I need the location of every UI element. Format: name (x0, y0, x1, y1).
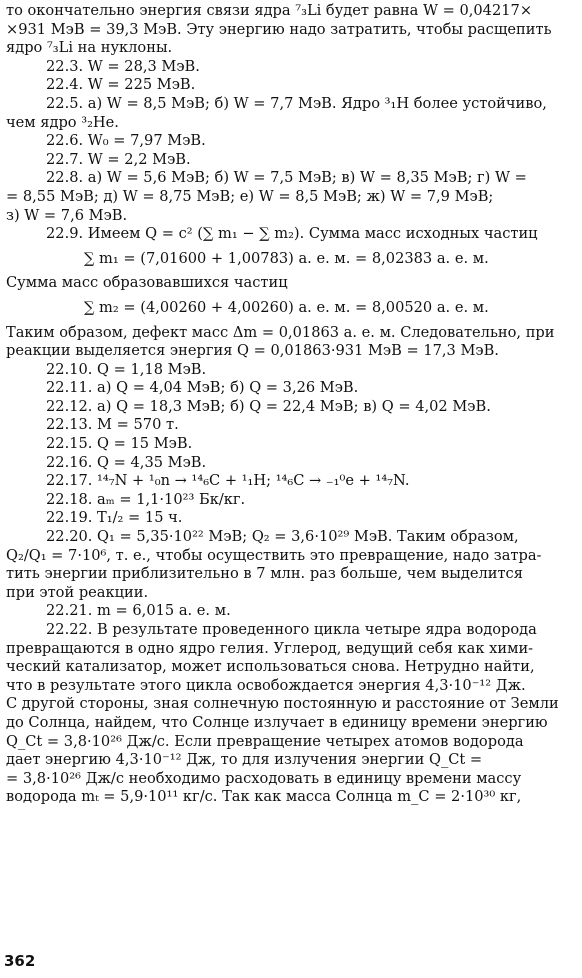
text-line: Q₂/Q₁ = 7·10⁶, т. е., чтобы осуществить это превращение, надо затра- (6, 546, 542, 564)
answer-22-9: 22.9. Имеем Q = c² (∑ m₁ − ∑ m₂). Сумма масс исходных частиц (46, 225, 538, 243)
answer-22-7: 22.7. W = 2,2 МэВ. (46, 150, 191, 168)
answer-22-6: 22.6. W₀ = 7,97 МэВ. (46, 132, 206, 150)
text-line: ядро ⁷₃Li на нуклоны. (6, 39, 173, 57)
text-line: что в результате этого цикла освобождается энергия 4,3·10⁻¹² Дж. (6, 676, 526, 694)
equation-sum-m2: ∑ m₂ = (4,00260 + 4,00260) а. е. м. = 8,00520 а. е. м. (84, 298, 489, 316)
answer-22-12: 22.12. а) Q = 18,3 МэВ; б) Q = 22,4 МэВ; в) Q = 4,02 МэВ. (46, 397, 491, 415)
answer-22-4: 22.4. W = 225 МэВ. (46, 76, 196, 94)
text-line: превращаются в одно ядро гелия. Углерод, ведущий себя как хими- (6, 639, 534, 657)
text-line: ческий катализатор, может использоваться снова. Нетрудно найти, (6, 658, 535, 676)
text-line: Q_Ct = 3,8·10²⁶ Дж/с. Если превращение четырех атомов водорода (6, 732, 524, 750)
text-line: Сумма масс образовавшихся частиц (6, 274, 288, 292)
text-line: тить энергии приблизительно в 7 млн. раз больше, чем выделится (6, 565, 523, 583)
answer-22-22: 22.22. В результате проведенного цикла четыре ядра водорода (46, 621, 537, 638)
text-line: то окончательно энергия связи ядра ⁷₃Li будет равна W = 0,04217× (6, 2, 533, 19)
answer-22-10: 22.10. Q = 1,18 МэВ. (46, 360, 207, 378)
page-number: 362 (4, 952, 36, 970)
text-line: при этой реакции. (6, 583, 149, 601)
answer-22-5: 22.5. а) W = 8,5 МэВ; б) W = 7,7 МэВ. Ядро ³₁H более устойчиво, (46, 94, 547, 112)
answer-22-15: 22.15. Q = 15 МэВ. (46, 435, 193, 453)
answer-22-11: 22.11. а) Q = 4,04 МэВ; б) Q = 3,26 МэВ. (46, 379, 359, 397)
text-line: дает энергию 4,3·10⁻¹² Дж, то для излучения энергии Q_Ct = (6, 751, 483, 769)
answer-22-13: 22.13. M = 570 т. (46, 416, 179, 434)
text-line: ×931 МэВ = 39,3 МэВ. Эту энергию надо затратить, чтобы расщепить (6, 20, 552, 38)
text-line: = 3,8·10²⁶ Дж/с необходимо расходовать в единицу времени массу (6, 769, 522, 787)
text-line: до Солнца, найдем, что Солнце излучает в единицу времени энергию (6, 713, 548, 731)
text-line: чем ядро ³₂He. (6, 113, 119, 131)
text-line: з) W = 7,6 МэВ. (6, 206, 128, 224)
equation-sum-m1: ∑ m₁ = (7,01600 + 1,00783) а. е. м. = 8,02383 а. е. м. (84, 249, 489, 267)
text-line: = 8,55 МэВ; д) W = 8,75 МэВ; е) W = 8,5 МэВ; ж) W = 7,9 МэВ; (6, 187, 494, 205)
answer-22-3: 22.3. W = 28,3 МэВ. (46, 57, 200, 75)
answer-22-8: 22.8. а) W = 5,6 МэВ; б) W = 7,5 МэВ; в) W = 8,35 МэВ; г) W = (46, 169, 527, 187)
text-line: С другой стороны, зная солнечную постоянную и расстояние от Земли (6, 695, 559, 713)
text-line: водорода mₜ = 5,9·10¹¹ кг/с. Так как масса Солнца m_C = 2·10³⁰ кг, (6, 788, 522, 806)
answers-text (6, 2, 574, 807)
answer-22-19: 22.19. T₁/₂ = 15 ч. (46, 509, 183, 527)
text-line: реакции выделяется энергия Q = 0,01863·931 МэВ = 17,3 МэВ. (6, 342, 499, 360)
answer-22-17: 22.17. ¹⁴₇N + ¹₀n → ¹⁴₆C + ¹₁H; ¹⁴₆C → ₋₁⁰e + ¹⁴₇N. (46, 472, 410, 490)
answer-22-20: 22.20. Q₁ = 5,35·10²² МэВ; Q₂ = 3,6·10²⁹ МэВ. Таким образом, (46, 528, 519, 546)
text-line: Таким образом, дефект масс Δm = 0,01863 а. е. м. Следовательно, при (6, 323, 555, 341)
answer-22-18: 22.18. aₘ = 1,1·10²³ Бк/кг. (46, 490, 246, 508)
answer-22-21: 22.21. m = 6,015 а. е. м. (46, 602, 231, 620)
answer-22-16: 22.16. Q = 4,35 МэВ. (46, 453, 207, 471)
